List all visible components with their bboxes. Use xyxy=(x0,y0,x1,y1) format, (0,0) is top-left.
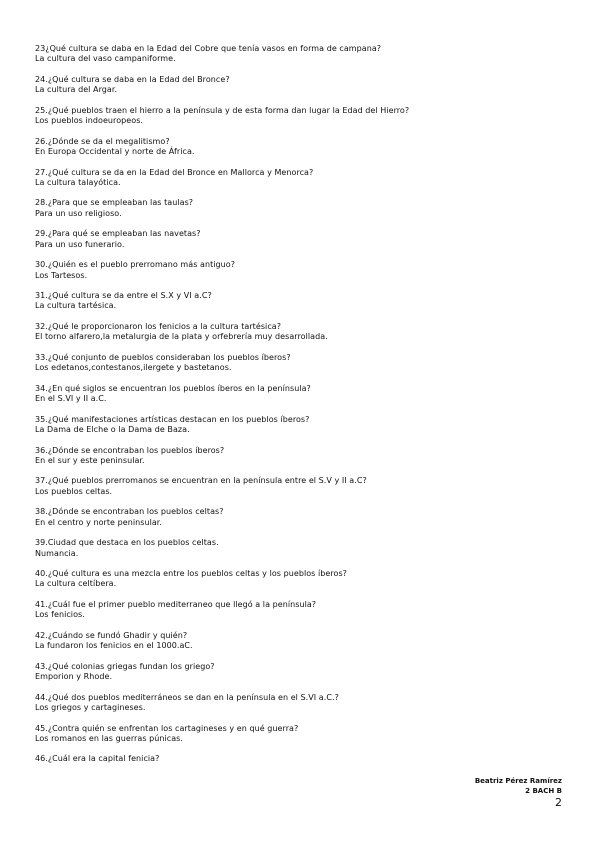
qa-item xyxy=(35,384,575,415)
qa-item xyxy=(35,569,575,600)
page-number: 2 xyxy=(555,796,562,809)
qa-item xyxy=(35,353,575,384)
qa-item xyxy=(35,229,575,260)
qa-item xyxy=(35,106,575,137)
answer-text: En el sur y este peninsular. xyxy=(35,455,145,465)
question-text: 36.¿Dónde se encontraban los pueblos íberos? xyxy=(35,445,225,455)
qa-item xyxy=(35,291,575,322)
qa-item xyxy=(35,538,575,569)
question-text: 27.¿Qué cultura se da en la Edad del Bronce en Mallorca y Menorca? xyxy=(35,167,314,177)
qa-item xyxy=(35,724,575,755)
answer-text: En el S.VI y II a.C. xyxy=(35,394,107,404)
answer-text: En Europa Occidental y norte de África. xyxy=(35,146,195,156)
answer-text: Los pueblos celtas. xyxy=(35,486,113,496)
author-name: Beatriz Pérez Ramírez xyxy=(474,777,562,785)
qa-item xyxy=(35,631,575,662)
answer-text: La cultura tartésica. xyxy=(35,301,117,311)
answer-text: La Dama de Elche o la Dama de Baza. xyxy=(35,424,190,434)
question-text: 30.¿Quién es el pueblo prerromano más antiguo? xyxy=(35,260,236,270)
question-text: 40.¿Qué cultura es una mezcla entre los pueblos celtas y los pueblos íberos? xyxy=(35,569,347,579)
qa-item xyxy=(35,168,575,199)
answer-text: La cultura talayótica. xyxy=(35,177,121,187)
qa-item xyxy=(35,507,575,538)
answer-text: La cultura celtíbera. xyxy=(35,579,117,589)
question-text: 43.¿Qué colonias griegas fundan los griego? xyxy=(35,661,215,671)
qa-item xyxy=(35,415,575,446)
qa-item xyxy=(35,260,575,291)
question-text: 38.¿Dónde se encontraban los pueblos celtas? xyxy=(35,507,224,517)
answer-text: La fundaron los fenicios en el 1000.aC. xyxy=(35,641,193,651)
answer-text: Los romanos en las guerras púnicas. xyxy=(35,733,183,743)
qa-item xyxy=(35,198,575,229)
qa-item xyxy=(35,476,575,507)
question-text: 42.¿Cuándo se fundó Ghadir y quién? xyxy=(35,630,188,640)
question-text: 24.¿Qué cultura se daba en la Edad del Bronce? xyxy=(35,74,230,84)
answer-text: Los Tartesos. xyxy=(35,270,88,280)
answer-text: Los edetanos,contestanos,ilergete y bastetanos. xyxy=(35,363,232,373)
answer-text: La cultura del vaso campaniforme. xyxy=(35,54,176,64)
page-footer xyxy=(475,776,562,809)
question-text: 35.¿Qué manifestaciones artísticas destacan en los pueblos íberos? xyxy=(35,414,310,424)
question-text: 31.¿Qué cultura se da entre el S.X y VI a.C? xyxy=(35,291,212,301)
question-text: 45.¿Contra quién se enfrentan los cartagineses y en qué guerra? xyxy=(35,723,299,733)
answer-text: Numancia. xyxy=(35,548,79,558)
qa-item xyxy=(35,44,575,75)
qa-item xyxy=(35,75,575,106)
qa-item xyxy=(35,662,575,693)
answer-text: El torno alfarero,la metalurgia de la plata y orfebrería muy desarrollada. xyxy=(35,332,328,342)
qa-item xyxy=(35,322,575,353)
answer-text: Los pueblos indoeuropeos. xyxy=(35,116,144,126)
question-text: 46.¿Cuál era la capital fenicia? xyxy=(35,754,160,764)
question-text: 37.¿Qué pueblos prerromanos se encuentran en la península entre el S.V y II a.C? xyxy=(35,476,367,486)
question-text: 44.¿Qué dos pueblos mediterráneos se dan en la península en el S.VI a.C.? xyxy=(35,692,339,702)
answer-text: Para un uso religioso. xyxy=(35,208,122,218)
qa-item xyxy=(35,600,575,631)
question-text: 33.¿Qué conjunto de pueblos consideraban los pueblos íberos? xyxy=(35,352,291,362)
question-text: 39.Ciudad que destaca en los pueblos celtas. xyxy=(35,538,219,548)
question-text: 23¿Qué cultura se daba en la Edad del Cobre que tenía vasos en forma de campana? xyxy=(35,44,382,53)
answer-text: Los griegos y cartagineses. xyxy=(35,703,146,712)
question-text: 25.¿Qué pueblos traen el hierro a la península y de esta forma dan lugar la Edad del Hierro? xyxy=(35,105,410,115)
answer-text: Para un uso funerario. xyxy=(35,239,125,249)
answer-text: La cultura del Argar. xyxy=(35,85,118,95)
answer-text: Los fenicios. xyxy=(35,610,85,620)
qa-item xyxy=(35,693,575,724)
answer-text: En el centro y norte peninsular. xyxy=(35,517,162,527)
qa-item xyxy=(35,446,575,477)
question-text: 29.¿Para qué se empleaban las navetas? xyxy=(35,229,201,239)
question-answer-list xyxy=(35,44,575,785)
course-label: 2 BACH B xyxy=(525,787,562,795)
question-text: 41.¿Cuál fue el primer pueblo mediterraneo que llegó a la península? xyxy=(35,600,317,610)
answer-text: Emporion y Rhode. xyxy=(35,672,113,682)
qa-item xyxy=(35,137,575,168)
question-text: 32.¿Qué le proporcionaron los fenicios a la cultura tartésica? xyxy=(35,322,282,332)
question-text: 26.¿Dónde se da el megalitismo? xyxy=(35,136,170,146)
question-text: 28.¿Para que se empleaban las taulas? xyxy=(35,198,194,208)
question-text: 34.¿En qué siglos se encuentran los pueblos íberos en la península? xyxy=(35,383,311,393)
